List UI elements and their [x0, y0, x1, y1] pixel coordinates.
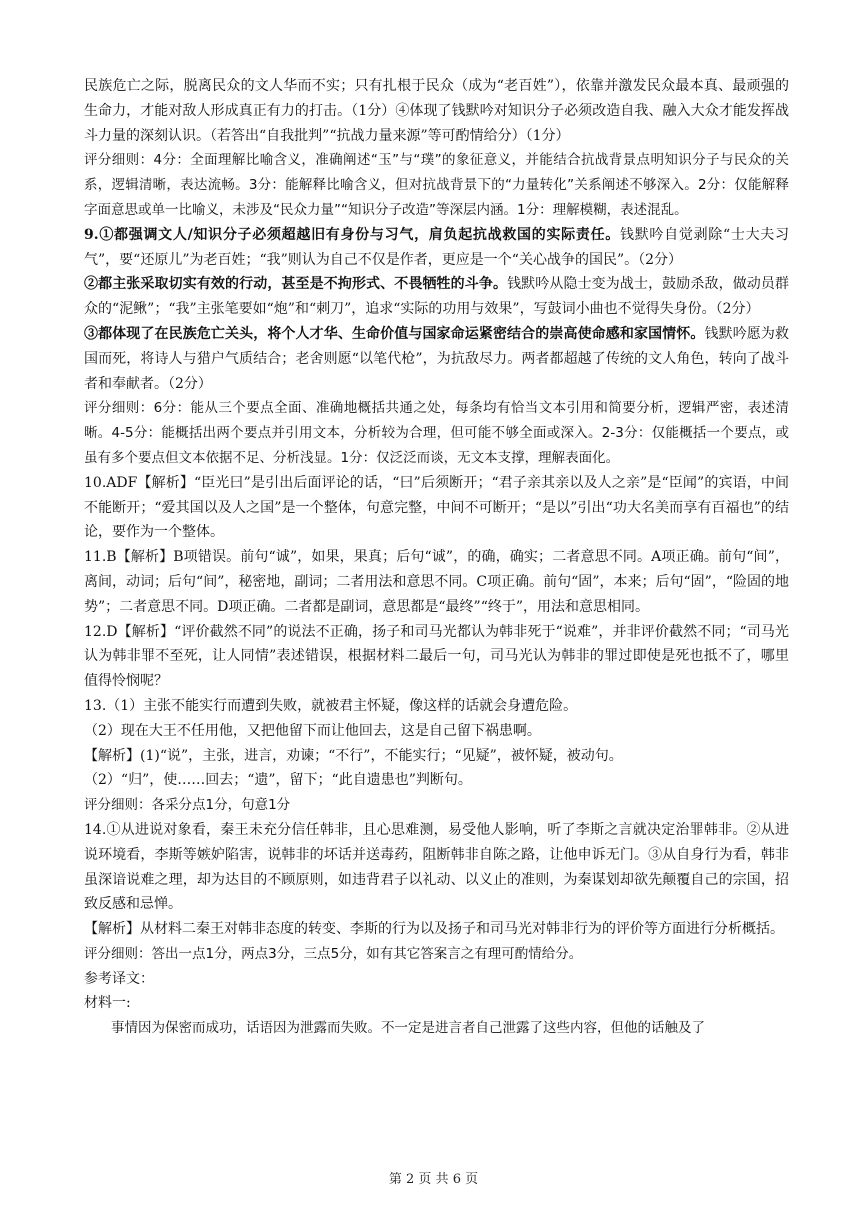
paragraph-q13-part-2: （2）现在大王不任用他，又把他留下而让他回去，这是自己留下祸患啊。: [84, 722, 541, 739]
paragraph-q8-answer-continued: 民族危亡之际，脱离民众的文人华而不实；只有扎根于民众（成为“老百姓”），依靠并激发民众最本真、最顽强的生命力，才能对敌人形成真正有力的打击。（1分）④体现了钱默吟对知识分子必须改造自我、融入大众才能发挥战斗力量的深刻认识。（若答出“自我批判”“抗战力量来源”等可酌情给分）（1分）: [84, 78, 789, 144]
q9-point-2-body: 钱默吟从隐士变为战士，鼓励杀敌，做动员群众的“泥鳅”；“我”主张笔要如“炮”和“刺刀”，追求“实际的功用与效果”，写鼓词小曲也不觉得失身份。（2分）: [84, 276, 790, 318]
paragraph-q10: 10.ADF【解析】“臣光曰”是引出后面评论的话，“曰”后须断开；“君子亲其亲以及人之亲”是“臣闻”的宾语，中间不能断开；“爱其国以及人之国”是一个整体，句意完整，中间不可断开；“是以”引出“功大名美而享有百福也”的结论，要作为一个整体。: [84, 474, 789, 541]
q9-point-1-body: 钱默吟自觉剥除“士大夫习气”，要“还原儿”为老百姓；“我”则认为自己不仅是作者，更应是一个“关心战争的国民”。（2分）: [84, 226, 789, 268]
scoring-rules-q9: 评分细则：6分：能从三个要点全面、准确地概括共通之处，每条均有恰当文本引用和简要分析，逻辑严密，表述清晰。4-5分：能概括出两个要点并引用文本，分析较为合理，但可能不够全面或深入。2-3分：仅能概括一个要点，或虽有多个要点但文本依据不足、分析浅显。1分：仅泛泛而谈，无文本支撑，理解表面化。: [84, 400, 789, 466]
material-one-heading: 材料一:: [84, 995, 131, 1012]
page-footer: 第 2 页 共 6 页: [388, 1172, 479, 1187]
scoring-rules-q8: 评分细则：4分：全面理解比喻含义，准确阐述“玉”与“璞”的象征意义，并能结合抗战背景点明知识分子与民众的关系，逻辑清晰，表达流畅。3分：能解释比喻含义，但对抗战背景下的“力量转化”关系阐述不够深入。2分：仅能解释字面意思或单一比喻义，未涉及“民众力量”“知识分子改造”等深层内涵。1分：理解模糊，表述混乱。: [84, 152, 789, 218]
q9-point-1-heading: 9.①都强调文人/知识分子必须超越旧有身份与习气，肩负起抗战救国的实际责任。: [84, 226, 621, 243]
paragraph-q14: 14.①从进说对象看，秦王未充分信任韩非，且心思难测，易受他人影响，听了李斯之言就决定治罪韩非。②从进说环境看，李斯等嫉妒陷害，说韩非的坏话并送毒药，阻断韩非自陈之路，让他申诉无门。③从自身行为看，韩非虽深谙说难之理，却为达目的不顾原则，如违背君子以礼动、以义止的准则，为秦谋划却欲先颠覆自己的宗国，招致反感和忌惮。: [84, 821, 789, 913]
paragraph-q13-analysis-2: （2）“归”，使……回去；“遗”，留下；“此自遗患也”判断句。: [84, 772, 472, 789]
paragraph-q9-point-3: [84, 322, 789, 396]
material-one-translation: 事情因为保密而成功，话语因为泄露而失败。不一定是进言者自己泄露了这些内容，但他的话触及了: [111, 1020, 705, 1037]
paragraph-q11: 11.B【解析】B项错误。前句“诚”，如果，果真；后句“诚”，的确，确实；二者意思不同。A项正确。前句“间”，离间，动词；后句“间”，秘密地，副词；二者用法和意思不同。C项正确。前句“固”，本来；后句“固”，“险固的地势”；二者意思不同。D项正确。二者都是副词，意思都是“最终”“终于”，用法和意思相同。: [84, 549, 789, 615]
paragraph-q13-part-1: 13.（1）主张不能实行而遭到失败，就被君主怀疑，像这样的话就会身遭危险。: [84, 697, 578, 714]
paragraph-q9-point-2: [84, 272, 789, 322]
q9-point-2-heading: ②都主张采取切实有效的行动，甚至是不拘形式、不畏牺牲的斗争。: [84, 276, 508, 293]
scoring-rules-q13: 评分细则：各采分点1分，句意1分: [84, 797, 291, 814]
q9-point-3-body: 钱默吟愿为救国而死，将诗人与猎户气质结合；老舍则愿“以笔代枪”，为抗敌尽力。两者都超越了传统的文人角色，转向了战斗者和奉献者。（2分）: [84, 325, 790, 392]
paragraph-q12: 12.D【解析】“评价截然不同”的说法不正确，扬子和司马光都认为韩非死于“说难”，并非评价截然不同；“司马光认为韩非罪不至死，让人同情”表述错误，根据材料二最后一句，司马光认为韩非的罪过即使是死也抵不了，哪里值得怜悯呢？: [84, 623, 789, 690]
paragraph-q13-analysis-1: 【解析】(1)“说”，主张，进言，劝谏；“不行”，不能实行；“见疑”，被怀疑，被动句。: [84, 747, 623, 764]
q9-point-3-heading: ③都体现了在民族危亡关头，将个人才华、生命价值与国家命运紧密结合的崇高使命感和家国情怀。: [84, 325, 705, 342]
paragraph-q9-point-1: [84, 223, 789, 273]
paragraph-q14-analysis: 【解析】从材料二秦王对韩非态度的转变、李斯的行为以及扬子和司马光对韩非行为的评价等方面进行分析概括。: [84, 921, 784, 938]
scoring-rules-q14: 评分细则：答出一点1分，两点3分，三点5分，如有其它答案言之有理可酌情给分。: [84, 945, 583, 962]
reference-translation-heading: 参考译文：: [84, 970, 154, 987]
